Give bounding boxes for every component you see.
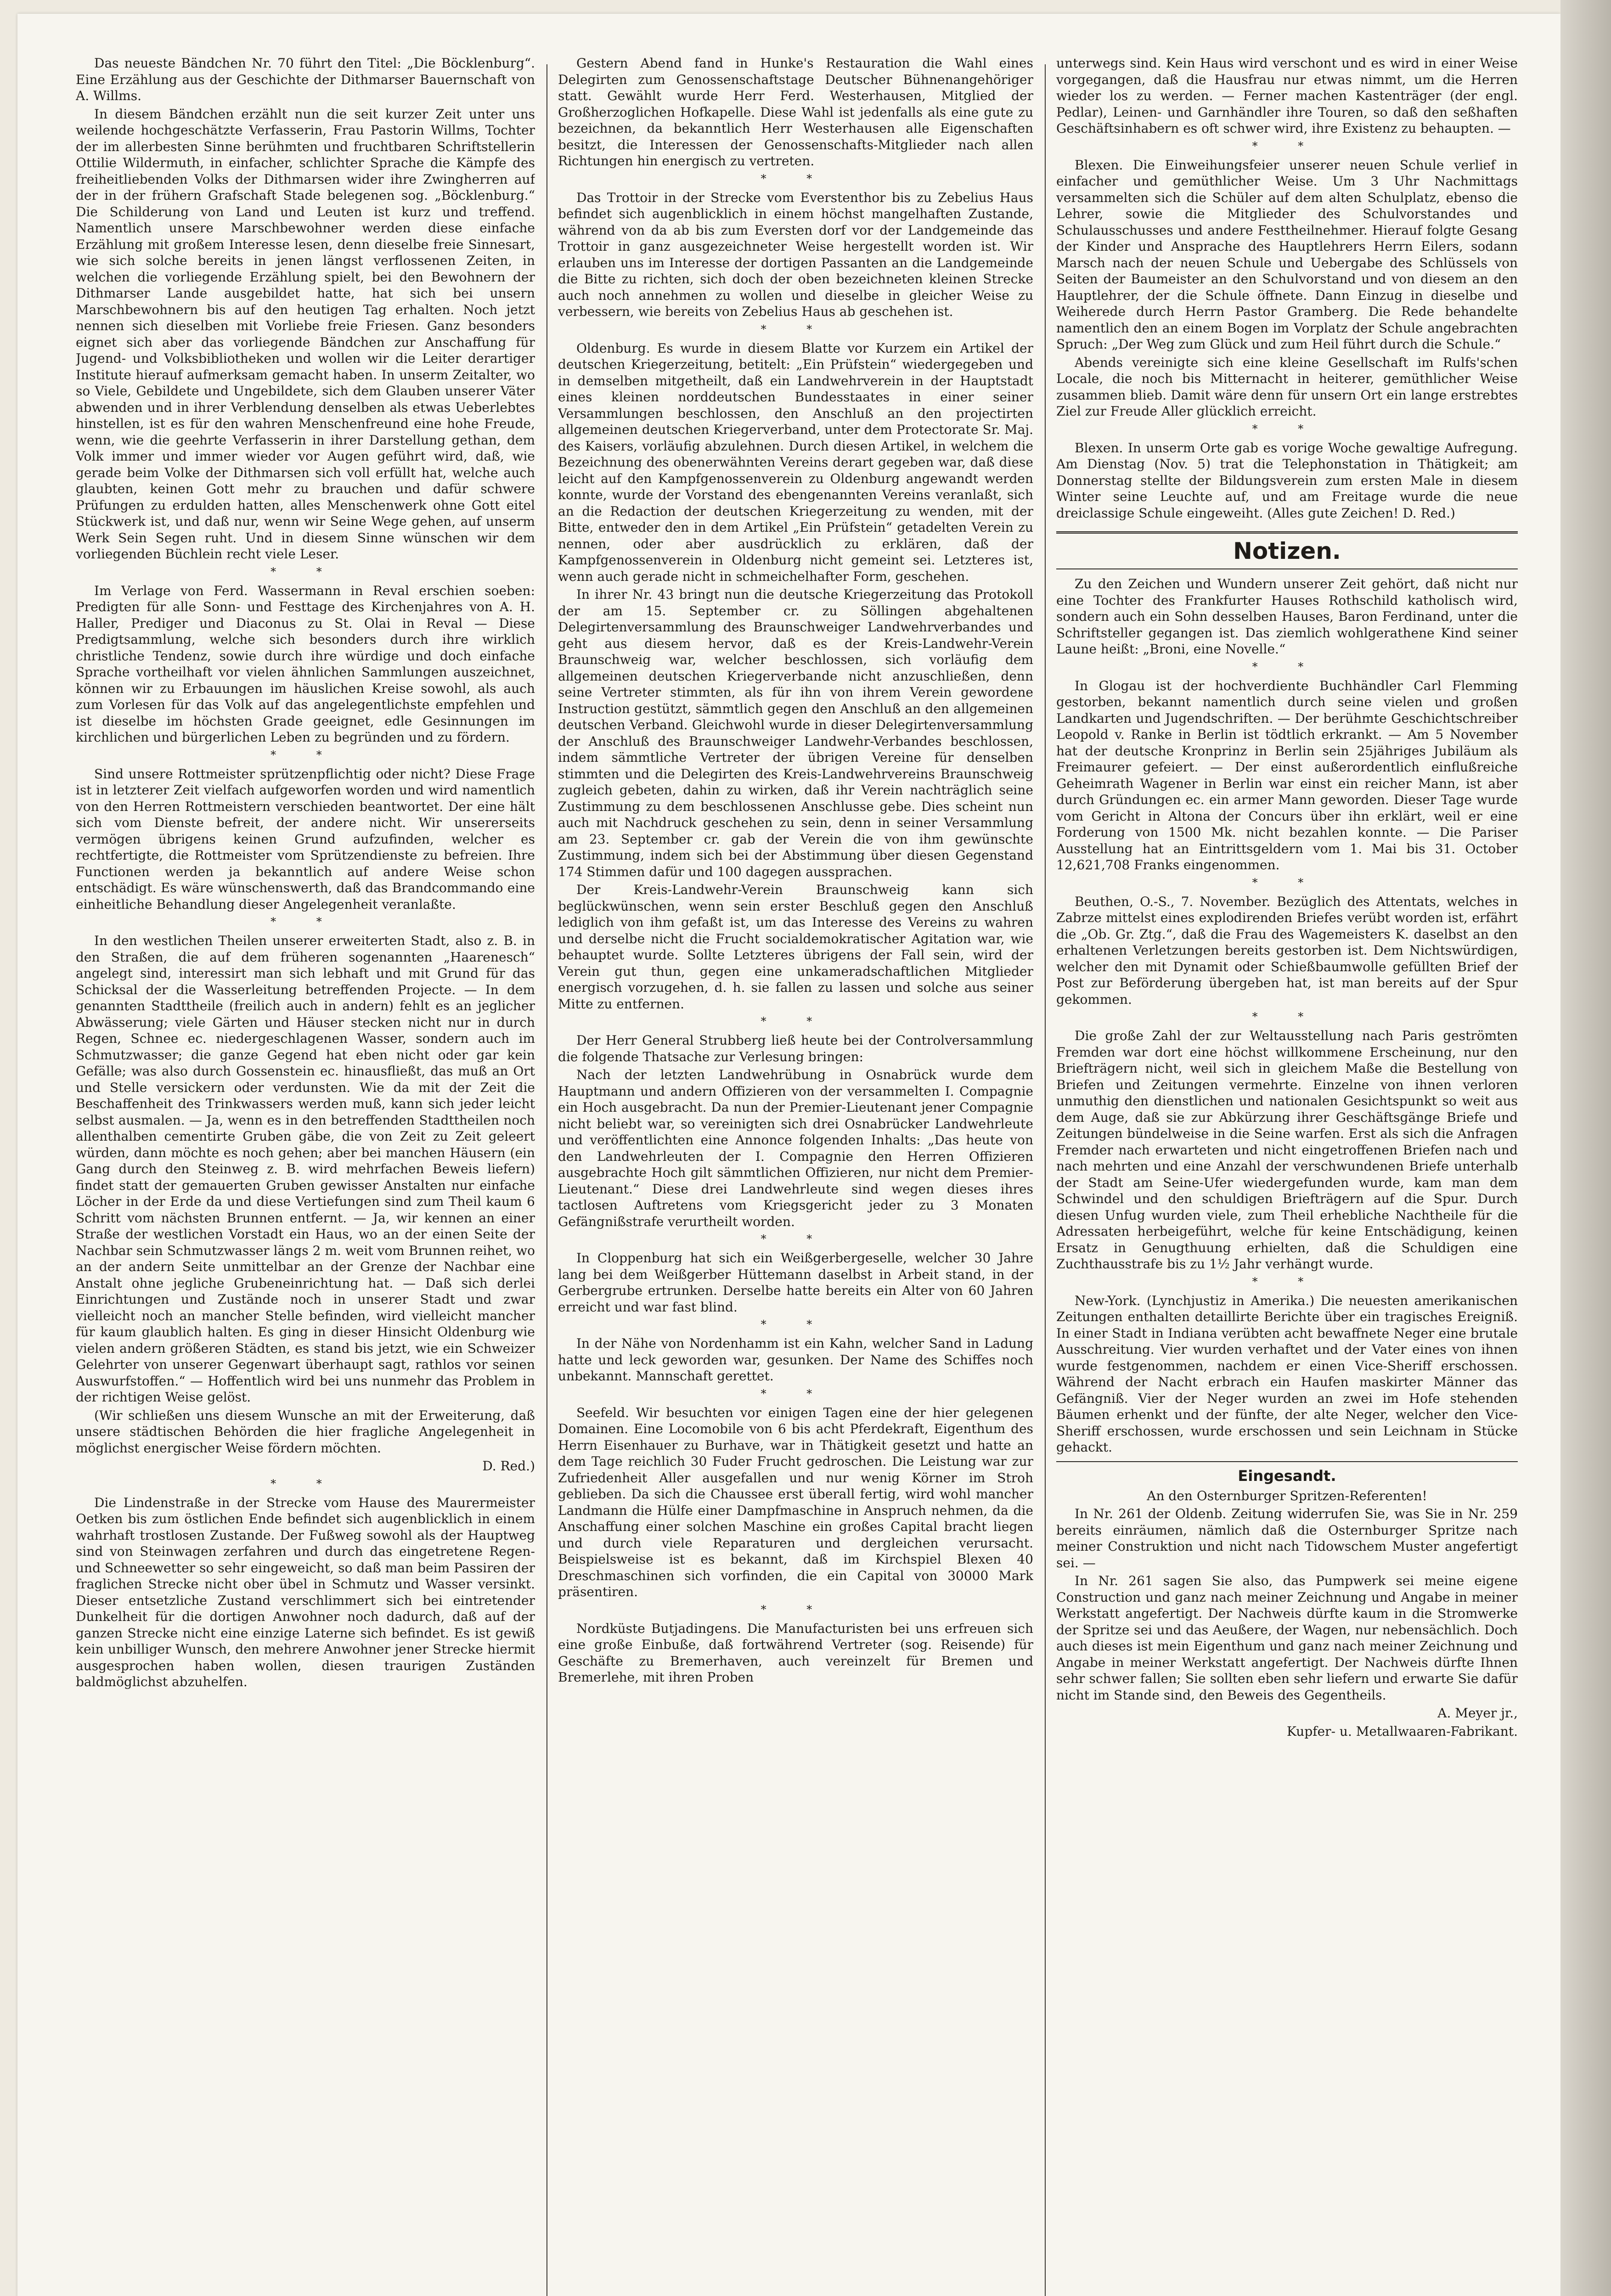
separator-stars: * * [760,172,831,185]
article-controlversammlung: Der Herr General Strubberg ließ heute bei der Controlversammlung die folgende Thatsache zur Verlesung bringen: [558,1033,1033,1064]
article-text: Nach der letzten Landwehrübung in Osnabrück wurde dem Hauptmann und andern Offizieren von der versammelten I. Compagnie ein Hoch ausgebracht. Da nun der Premier-Lieutenant jener Compagnie nicht beliebt war, so vereinigten sich drei Osnabrücker Landwehrleute und veröffentlichten eine Annonce folgenden Inhalts: „Das heute von den Landwehrleuten der I. Compagnie den Herren Offizieren ausgebrachte Hoch gilt sämmtlichen Offizieren, nur nicht dem Premier-Lieutenant.“ Diese drei Landwehrleute sind wegen dieses ihres tactlosen Auftretens vom Kriegsgericht jeder zu 3 Monaten Gefängnißstrafe verurtheilt worden. [558,1067,1033,1229]
article-text: Abends vereinigte sich eine kleine Gesellschaft im Rulfs'schen Locale, die noch bis Mitternacht in heiterer, gemüthlicher Weise zusammen blieb. Damit wäre denn für unsern Ort ein lange erstrebtes Ziel zur Freude Aller glücklich erreicht. [1056,355,1518,419]
signature-name: A. Meyer jr., [1437,1705,1518,1721]
editor-signature: D. Red.) [482,1458,535,1474]
notiz-beuthen: Beuthen, O.-S., 7. November. Bezüglich des Attentats, welches in Zabrze mittelst eines explodirenden Briefes verübt worden ist, erfährt die „Ob. Gr. Ztg.“, daß die Frau des Wagemeisters K. daselbst an den erhaltenen Verletzungen bereits gestorben ist. Dem Nichtswürdigen, welcher den mit Dynamit oder Schießbaumwolle gefüllten Brief der Post zur Beförderung übergeben hat, ist man bereits auf der Spur gekommen. [1056,894,1518,1007]
column-1 [76,55,535,2296]
notiz-new-york: New-York. (Lynchjustiz in Amerika.) Die neuesten amerikanischen Zeitungen enthalten detaillirte Berichte über ein tragisches Ereigniß. In einer Stadt in Indiana verübten acht bewaffnete Neger eine brutale Ausschreitung. Vier wurden verhaftet und der Vater eines von ihnen wurde festgenommen, nachdem er einen Vice-Sheriff erschossen. Während der Nacht erbrach ein Haufen maskirter Männer das Gefängniß. Vier der Neger wurden an zwei im Hofe stehenden Bäumen erhenkt und der fünfte, der alte Neger, welcher den Vice-Sheriff erschossen, wurde erschossen und sein Leichnam in Stücke gehackt. [1056,1293,1518,1455]
separator-stars: * * [1252,139,1322,152]
separator-stars: * * [760,1387,831,1400]
separator-stars: * * [760,1318,831,1331]
article-predigten: Im Verlage von Ferd. Wassermann in Reval erschien soeben: Predigten für alle Sonn- und Festtage des Kirchenjahres von A. H. Haller, Prediger und Diaconus zu St. Olai in Reval — Diese Predigtsammlung, welche sich besonders durch ihre wirklich christliche Tendenz, sowie durch ihre würdige und doch einfache Sprache vortheilhaft vor vielen ähnlichen Sammlungen auszeichnet, können wir zu Erbauungen im häuslichen Kreise sowohl, als auch zum Vorlesen für das Volk auf das angelegentlichste empfehlen und ist dieselbe im höchsten Grade geeignet, edle Gesinnungen im kirchlichen und bürgerlichen Leben zu begründen und zu fördern. [76,583,535,745]
separator-stars: * * [1252,1010,1322,1023]
article-text: Der Kreis-Landwehr-Verein Braunschweig kann sich beglückwünschen, wenn sein erster Beschluß gegen den Anschluß lediglich von ihm gefaßt ist, um das Interesse des Vereins zu wahren und derselbe nicht die Frucht socialdemokratischer Agitation war, wie behauptet wurde. Sollte Letzteres übrigens der Fall sein, wird der Verein gut thun, gegen eine unkameradschaftlichen Mitglieder energisch vorzugehen, d. h. sie fallen zu lassen und solche aus seiner Mitte zu entfernen. [558,882,1033,1012]
separator-stars: * * [270,1477,340,1490]
column-2 [558,55,1033,2296]
notiz-paris: Die große Zahl der zur Weltausstellung nach Paris geströmten Fremden war dort eine höchst willkommene Erscheinung, nur den Briefträgern nicht, weil sich in gleichem Maße die Bestellung von Briefen und Zeitungen vermehrte. Einzelne von ihnen verloren unmuthig den dienstlichen und nationalen Gesichtspunkt so weit aus dem Auge, daß sie zur Abkürzung ihrer Geschäftsgänge Briefe und Zeitungen bündelweise in die Seine warfen. Erst als sich die Anfragen Fremder nach erwarteten und nicht eingetroffenen Briefen nach und nach mehrten und eine Anzahl der verschwundenen Briefe unterhalb der Stadt am Seine-Ufer wiedergefunden wurde, kam man dem Schwindel und den schuldigen Briefträgern auf die Spur. Durch diesen Unfug wurden viele, zum Theil erhebliche Nachtheile für die Adressaten herbeigeführt, welche für keine Entschädigung, keinen Ersatz in Genugthuung erhielten, daß die Schuldigen eine Zuchthausstrafe bis zu 1½ Jahr verhängt wurde. [1056,1028,1518,1272]
signature-title: Kupfer- u. Metallwaaren-Fabrikant. [1286,1723,1518,1739]
article-delegirten: Gestern Abend fand in Hunke's Restauration die Wahl eines Delegirten zum Genossenschaftstage Deutscher Bühnenangehöriger statt. Gewählt wurde Herr Ferd. Westerhausen, Mitglied der Großherzoglichen Hofkapelle. Diese Wahl ist jedenfalls als eine gute zu bezeichnen, da bekanntlich Herr Westerhausen alle Eigenschaften besitzt, die Interessen der Genossenschafts-Mitglieder nach allen Richtungen hin energisch zu vertreten. [558,56,1033,169]
page-edge [1560,0,1611,2296]
article-seefeld: Seefeld. Wir besuchten vor einigen Tagen eine der hier gelegenen Domainen. Eine Locomobile von 6 bis acht Pferdekraft, Eigenthum des Herrn Eisenhauer zu Burhave, war in Thätigkeit gesetzt und hatte an dem Tage reichlich 30 Fuder Frucht gedroschen. Die Leistung war zur Zufriedenheit Aller ausgefallen und nur wenig Körner im Stroh geblieben. Da sich die Chaussee erst überall fertig, wird wohl mancher Landmann die Hülfe einer Dampfmaschine in Anspruch nehmen, da die Anschaffung einer solchen Maschine ein großes Capital bracht liegen und durch viele Reparaturen und dergleichen verursacht. Beispielsweise ist es bekannt, daß im Kirchspiel Blexen 40 Dreschmaschinen sich vorfinden, die ein Capital von 30000 Mark präsentiren. [558,1405,1033,1599]
separator-stars: * * [760,1015,831,1028]
separator-stars: * * [1252,422,1322,435]
separator-stars: * * [1252,876,1322,889]
article-text: In diesem Bändchen erzählt nun die seit kurzer Zeit unter uns weilende hochgeschätzte Verfasserin, Frau Pastorin Willms, Tochter der im allerbesten Sinne berühmten und fruchtbaren Schriftstellerin Ottilie Wildermuth, in einfacher, schlichter Sprache die Kämpfe des freiheitliebenden Volks der Dithmarsen wider ihre Zwingherren auf der in der frühern Grafschaft Stade belegenen sog. „Böcklenburg.“ Die Schilderung von Land und Leuten ist kurz und treffend. Namentlich unsere Marschbewohner werden diese einfache Erzählung mit großem Interesse lesen, denn dieselbe freie Sinnesart, wie sich solche bereits in jenen längst verflossenen Zeiten, in welchen die vorliegende Erzählung spielt, bei den Bewohnern der Dithmarser Lande ausgebildet hatte, hat sich bei unsern Marschbewohnern bis auf den heutigen Tag erhalten. Noch jetzt nennen sich dieselben mit Vorliebe freie Friesen. Ganz besonders eignet sich aber das vorliegende Bändchen zur Anschaffung für Jugend- und Volksbibliotheken und wollen wir die Leiter derartiger Institute hierauf aufmerksam gemacht haben. In unserm Zeitalter, wo so Viele, Gebildete und Ungebildete, sich dem Glauben unserer Väter abwenden und in ihrer Verblendung denselben als etwas Ueberlebtes hinstellen, ist es für den wahren Menschenfreund eine hohe Freude, wenn, wie die geehrte Verfasserin in ihrer Darstellung gethan, dem Volk immer und immer wieder vor Augen geführt wird, daß, wie gerade beim Volke der Dithmarsen sich voll erfüllt hat, welche auch glaubten, keinen Gott mehr zu brauchen und dafür schwere Prüfungen zu erdulden hatten, alles Menschenwerk ohne Gott eitel Stückwerk ist, und daß nur, wenn wir Seine Wege gehen, auf unserm Werk Sein Segen ruht. Und in diesem Sinne wünschen wir dem vorliegenden Büchlein recht viele Leser. [76,106,535,562]
separator-stars: * * [270,565,340,578]
notiz-glogau: In Glogau ist der hochverdiente Buchhändler Carl Flemming gestorben, bekannt namentlich durch seine vielen und großen Landkarten und Jugendschriften. — Der berühmte Geschichtschreiber Leopold v. Ranke in Berlin ist tödtlich erkrankt. — Am 5 November hat der deutsche Kronprinz in Berlin sein 25jähriges Jubiläum als Freimaurer gefeiert. — Der einst außerordentlich einflußreiche Geheimrath Wagener in Berlin war einst ein reicher Mann, ist aber durch Gründungen ec. ein armer Mann geworden. Dieser Tage wurde vom Gericht in Altona der Concurs über ihn erklärt, weil er eine Forderung von 1500 Mk. nicht bezahlen konnte. — Die Pariser Ausstellung hat an Eintrittsgeldern vom 1. Mai bis 31. October 12,621,708 Franks eingenommen. [1056,678,1518,872]
article-lindenstrasse: Die Lindenstraße in der Strecke vom Hause des Maurermeister Oetken bis zum östlichen Ende befindet sich augenblicklich in einem wahrhaft trostlosen Zustande. Der Fußweg sowohl als der Hauptweg sind von Steinwagen zerfahren und durch das eingetretene Regen- und Schneewetter so sehr eingeweicht, so daß man beim Passiren der fraglichen Strecke nicht ober übel in Schmutz und Wasser versinkt. Dieser entsetzliche Zustand verschlimmert sich bei eintretender Dunkelheit für die dortigen Anwohner noch dadurch, daß auf der ganzen Strecke nicht eine einzige Laterne sich befindet. Es ist gewiß kein unbilliger Wunsch, den mehrere Anwohner jener Strecke hiermit ausgesprochen haben wollen, diesen traurigen Zuständen baldmöglichst abzuhelfen. [76,1495,535,1689]
article-butjadingen: Nordküste Butjadingens. Die Manufacturisten bei uns erfreuen sich eine große Einbuße, daß fortwährend Vertreter (sog. Reisende) für Geschäfte zu Bremerhaven, auch vereinzelt für Bremen und Bremerlehe, mit ihren Proben [558,1621,1033,1685]
article-nordenhamm: In der Nähe von Nordenhamm ist ein Kahn, welcher Sand in Ladung hatte und leck geworden war, gesunken. Der Name des Schiffes noch unbekannt. Mannschaft gerettet. [558,1336,1033,1384]
article-wasserleitung: In den westlichen Theilen unserer erweiterten Stadt, also z. B. in den Straßen, die auf dem früheren sogenannten „Haarenesch“ angelegt sind, interessirt man sich lebhaft und mit Grund für das Schicksal der die Wasserleitung betreffenden Projecte. — In dem genannten Stadttheile (freilich auch in andern) fehlt es an jeglicher Abwässerung; viele Gärten und Häuser stecken nicht nur in durch Regen, Schnee ec. niedergeschlagenen Wasser, sondern auch im Schmutzwasser; die ganze Gegend hat eben nicht oder gar kein Gefälle; was also durch Gossenstein ec. hinausfließt, das muß an Ort und Stelle versickern oder verdunsten. Wie da mit der Zeit die Beschaffenheit des Trinkwassers werden muß, kann sich jeder leicht selbst ausmalen. — Ja, wenn es in den betreffenden Stadttheilen noch allenthalben cementirte Gruben gäbe, die von Zeit zu Zeit geleert würden, dann möchte es noch gehen; aber bei manchen Häusern (ein Gang durch den Steinweg z. B. wird mehrfachen Beweis liefern) findet statt der gemauerten Gruben gewisser Anstalten nur einfache Löcher in der Erde da und diese Vertiefungen sind zum Theil kaum 6 Schritt vom nächsten Brunnen entfernt. — Ja, wir kennen an einer Straße der westlichen Vorstadt ein Haus, wo an der einen Seite der Nachbar sein Schmutzwasser längs 2 m. weit vom Brunnen reihet, wo an der andern Seite unmittelbar an der Grenze der Nachbar eine Anstalt ohne jegliche Grubeneinrichtung hat. — Daß sich derlei Einrichtungen und Zustände noch in unserer Stadt und zwar vielleicht noch an mancher Stelle befinden, wird vielleicht mancher für kaum glaublich halten. Es ging in dieser Hinsicht Oldenburg wie vielen andern größeren Städten, es stand bis jetzt, wie ein Schweizer Gelehrter von unserer Gegenwart überhaupt sagt, rathlos vor seinen Auswurfstoffen.“ — Hoffentlich wird bei uns nunmehr das Problem in der richtigen Weise gelöst. [76,933,535,1405]
article-cloppenburg: In Cloppenburg hat sich ein Weißgerbergeselle, welcher 30 Jahre lang bei dem Weißgerber Hüttemann daselbst in Arbeit stand, in der Gerbergrube ertrunken. Derselbe hatte bereits ein Alter von 60 Jahren erreicht und war fast blind. [558,1250,1033,1315]
section-heading-eingesandt: Eingesandt. [1056,1461,1518,1485]
column-3 [1056,55,1518,2296]
article-boecklenburg: Das neueste Bändchen Nr. 70 führt den Titel: „Die Böcklenburg“. Eine Erzählung aus der Geschichte der Dithmarser Bauernschaft von A. Willms. [76,56,535,103]
article-trottoir: Das Trottoir in der Strecke vom Everstenthor bis zu Zebelius Haus befindet sich augenblicklich in einem höchst mangelhaften Zustande, während von da ab bis zum Eversten dorf vor der Landgemeinde das Trottoir in ganz ausgezeichneter Weise hergestellt worden ist. Wir erlauben uns im Interesse der dortigen Passanten an die Landgemeinde die Bitte zu richten, sich doch der oben bezeichneten kleinen Strecke auch noch annehmen zu wollen und dieselbe in gleicher Weise zu verbessern, wie bereits von Zebelius Haus ab geschehen ist. [558,190,1033,319]
separator-stars: * * [760,1232,831,1245]
article-rottmeister: Sind unsere Rottmeister sprützenpflichtig oder nicht? Diese Frage ist in letzterer Zeit vielfach aufgeworfen worden und wird namentlich von den Herren Rottmeistern verschieden beantwortet. Der eine hält sich vom Dienste befreit, der andere nicht. Wir unsererseits vermögen übrigens keinen Grund aufzufinden, welcher es rechtfertigte, die Rottmeister vom Sprützendienste zu befreien. Ihre Functionen werden ja bekanntlich auf andere Weise schon entschädigt. Es wäre wünschenswerth, daß das Brandcommando eine einheitliche Behandlung dieser Angelegenheit veranlaßte. [76,766,535,912]
separator-stars: * * [270,915,340,928]
separator-stars: * * [1252,660,1322,673]
article-text: In ihrer Nr. 43 bringt nun die deutsche Kriegerzeitung das Protokoll der am 15. September cr. zu Söllingen abgehaltenen Delegirtenversammlung des Braunschweiger Landwehrverbandes und geht aus diesem hervor, daß es der Kreis-Landwehr-Verein Braunschweig war, welcher beschlossen, sich vorläufig dem allgemeinen deutschen Kriegerverbande nicht anzuschließen, denn seine Vertreter stimmten, als für ihn von ihrem Verein gewordene Instruction gestützt, sämmtlich gegen den Anschluß an den allgemeinen deutschen Verband. Gleichwohl wurde in dieser Delegirtenversammlung der Anschluß des Braunschweiger Landwehr-Verbandes beschlossen, indem sämmtliche Vertreter der übrigen Vereine für denselben stimmten und die Delegirten des Kreis-Landwehrvereins Braunschweig zugleich gebeten, dahin zu wirken, daß ihr Verein nachträglich seine Zustimmung zu dem beschlossenen Anschlusse gebe. Dies scheint nun auch mit Nachdruck geschehen zu sein, denn in seiner Versammlung am 23. September cr. gab der Verein die von ihm gewünschte Zustimmung, indem sich bei der Abstimmung über diesen Gegenstand 174 Stimmen dafür und 100 dagegen aussprachen. [558,587,1033,879]
article-blexen-telephon: Blexen. In unserm Orte gab es vorige Woche gewaltige Aufregung. Am Dienstag (Nov. 5) trat die Telephonstation in Thätigkeit; am Donnerstag stellte der Bildungsverein zum ersten Male in diesem Winter seine Leuchte auf, und am Freitage wurde die neue dreiclassige Schule eingeweiht. (Alles gute Zeichen! D. Red.) [1056,440,1518,521]
eingesandt-text: In Nr. 261 sagen Sie also, das Pumpwerk sei meine eigene Construction und ganz nach meiner Zeichnung und Angabe in meiner Werkstatt angefertigt. Der Nachweis dürfte kaum in die Stromwerke der Spritze sei und das Aeußere, der Wagen, nur nebensächlich. Doch auch dieses ist mein Eigenthum und ganz nach meiner Zeichnung und Angabe in meiner Werkstatt angefertigt. Der Nachweis dürfte Ihnen sehr schwer fallen; Sie sollten eben sehr liefern und erwarte Sie dafür nicht im Stande sind, den Beweis des Gegentheils. [1056,1573,1518,1703]
separator-stars: * * [1252,1275,1322,1288]
eingesandt-text: In Nr. 261 der Oldenb. Zeitung widerrufen Sie, was Sie in Nr. 259 bereits einräumen, nämlich daß die Osternburger Spritze nach meiner Construktion und nicht nach Tidowschem Muster angefertigt sei. — [1056,1506,1518,1570]
column-rule [1045,64,1046,2296]
separator-stars: * * [270,748,340,761]
article-continuation: unterwegs sind. Kein Haus wird verschont und es wird in einer Weise vorgegangen, daß die Hausfrau nur etwas nimmt, um die Herren wieder los zu werden. — Ferner machen Kastenträger (der engl. Pedlar), Leinen- und Garnhändler ihre Touren, so daß den seßhaften Geschäftsinhabern es oft schwer wird, ihre Existenz zu behaupten. — [1056,56,1518,136]
section-heading-notizen: Notizen. [1056,531,1518,569]
notiz-rothschild: Zu den Zeichen und Wundern unserer Zeit gehört, daß nicht nur eine Tochter des Frankfurter Hauses Rothschild katholisch wird, sondern auch ein Sohn desselben Hauses, Baron Ferdinand, unter die Schriftsteller gegangen ist. Das ziemlich wohlgerathene Kind seiner Laune heißt: „Broni, eine Novelle.“ [1056,576,1518,657]
article-oldenburg: Oldenburg. Es wurde in diesem Blatte vor Kurzem ein Artikel der deutschen Kriegerzeitung, betitelt: „Ein Prüfstein“ wiedergegeben und in demselben mitgetheilt, daß ein Landwehrverein in der Hauptstadt eines kleinen norddeutschen Bundesstaates in einer seiner Versammlungen beschlossen, den Anschluß an den projectirten allgemeinen deutschen Kriegerverband, unter dem Protectorate Sr. Maj. des Kaisers, vorläufig abzulehnen. Durch diesen Artikel, in welchem die Bezeichnung des obenerwähnten Vereins derart gegeben war, daß diese leicht auf den Kampfgenossenverein zu Oldenburg angewandt werden konnte, wurde der Vorstand des ebengenannten Vereins veranlaßt, sich an die Redaction der deutschen Kriegerzeitung zu wenden, mit der Bitte, entweder den in dem Artikel „Ein Prüfstein“ getadelten Verein zu nennen, oder aber ausdrücklich zu erklären, daß der Kampfgenossenverein in Oldenburg nicht gemeint sei. Letzteres ist, wenn auch gerade nicht in schmeichelhafter Form, geschehen. [558,340,1033,584]
eingesandt-salutation: An den Osternburger Spritzen-Referenten! [1147,1488,1427,1503]
article-blexen-schule: Blexen. Die Einweihungsfeier unserer neuen Schule verlief in einfacher und gemüthlicher Weise. Um 3 Uhr Nachmittags versammelten sich die Schüler auf dem alten Schulplatz, ebenso die Lehrer, sowie die Mitglieder des Schulvorstandes und Schulausschusses und andere Festtheilnehmer. Hierauf folgte Gesang der Kinder und Ansprache des Hauptlehrers Herrn Eilers, sodann Marsch nach der neuen Schule und Uebergabe des Schlüssels von Seiten der Baumeister an den Schulvorstand und von diesem an den Hauptlehrer, der die Schule öffnete. Dann Einzug in dieselbe und Weiherede durch Herrn Pastor Gramberg. Die Rede behandelte namentlich den an einem Bogen im Vorplatz der Schule angebrachten Spruch: „Der Weg zum Glück und zum Heil führt durch die Schule.“ [1056,157,1518,352]
article-editor-note: (Wir schließen uns diesem Wunsche an mit der Erweiterung, daß unsere städtischen Behörden die hier fragliche Angelegenheit in möglichst energischer Weise fördern möchten. [76,1407,535,1456]
column-rule [546,64,547,2296]
separator-stars: * * [760,322,831,336]
separator-stars: * * [760,1603,831,1616]
